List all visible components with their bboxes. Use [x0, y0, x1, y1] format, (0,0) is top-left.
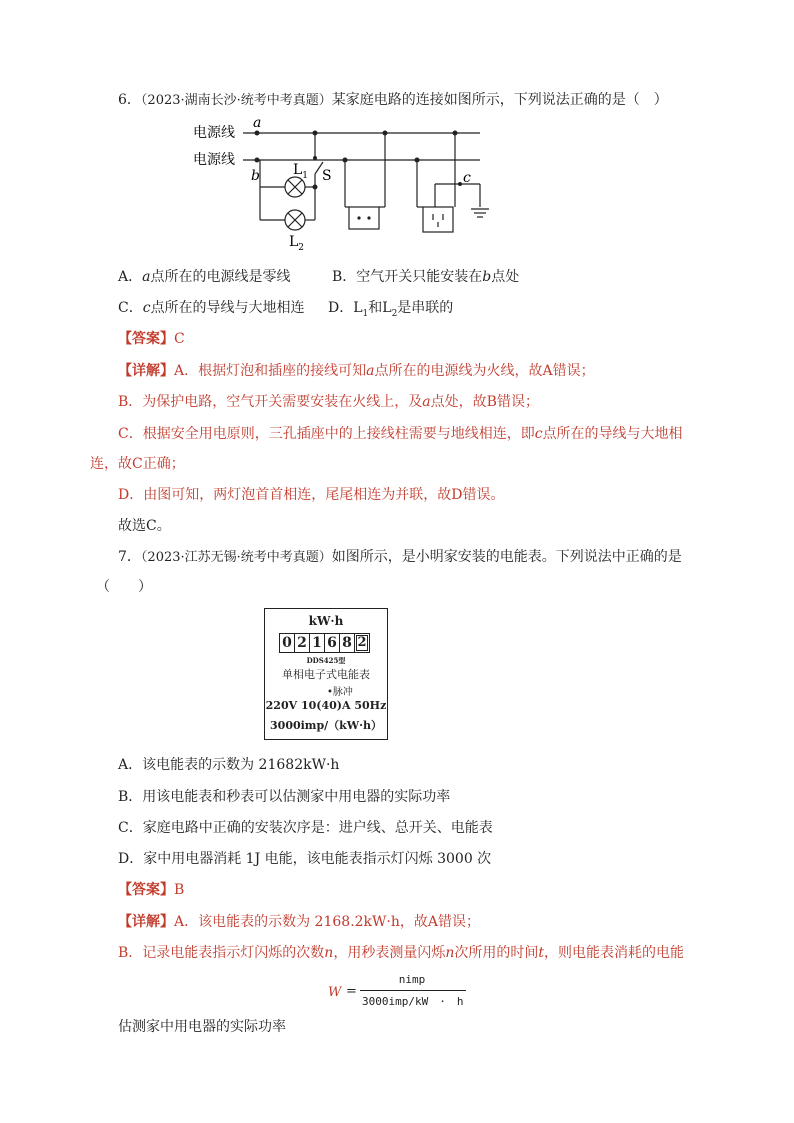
meter-digit: 2	[295, 633, 310, 653]
q6-title	[118, 91, 668, 110]
q6-option-d: D．$L_1$和$L_2$是串联的	[328, 300, 454, 319]
formula-eq: =	[346, 984, 357, 999]
label-power-line-a: 电源线	[193, 125, 235, 141]
q7-title	[118, 548, 682, 567]
label-S: S	[322, 168, 332, 184]
label-L2: $L_2$	[289, 234, 305, 252]
q7-option-b: B．用该电能表和秒表可以估测家中用电器的实际功率	[118, 789, 451, 805]
meter-digit: 0	[279, 633, 295, 653]
meter-unit: kW·h	[308, 614, 344, 628]
q6-detail-b: B．为保护电路，空气开关需要安装在火线上，及a点处，故B错误；	[118, 394, 539, 410]
meter-name: 单相电子式电能表	[282, 668, 370, 681]
q6-detail-c-cont: 连，故C正确；	[90, 456, 185, 472]
q6-option-b: B．空气开关只能安装在b点处	[332, 269, 520, 285]
q6-number: 6．	[118, 92, 141, 108]
q6-detail-d: D．由图可知，两灯泡首首相连，尾尾相连为并联，故D错误。	[118, 487, 505, 503]
q7-option-a: A．该电能表的示数为 21682kW·h	[118, 757, 340, 773]
electric-meter	[264, 608, 388, 740]
q6-answer: 【答案】C	[118, 331, 185, 347]
meter-pulse: •脉冲	[327, 687, 353, 698]
q6-detail-a: 【详解】A．根据灯泡和插座的接线可知a点所在的电源线为火线，故A错误；	[118, 363, 595, 379]
meter-digits	[279, 633, 370, 653]
meter-digit: 1	[310, 633, 325, 653]
q6-option-c: C．c点所在的导线与大地相连	[118, 300, 305, 316]
q6-stem: 某家庭电路的连接如图所示，下列说法正确的是（ ）	[331, 92, 668, 108]
label-L1: $L_1$	[293, 162, 309, 181]
formula-w: W	[328, 985, 342, 1000]
formula-den: 3000imp/kW · h	[362, 995, 464, 1008]
q7-stem-cont: （ ）	[96, 579, 152, 595]
q7-stem: 如图所示，是小明家安装的电能表。下列说法中正确的是	[331, 549, 682, 565]
meter-digit: 8	[340, 633, 355, 653]
q7-number: 7．	[118, 549, 141, 565]
meter-digit: 6	[325, 633, 340, 653]
label-b: b	[251, 168, 260, 184]
q7-option-d: D．家中用电器消耗 1J 电能，该电能表指示灯闪烁 3000 次	[118, 851, 492, 867]
q7-formula	[328, 973, 478, 1013]
formula-num: nimp	[398, 973, 426, 986]
q7-detail-b-last: 估测家中用电器的实际功率	[118, 1019, 286, 1035]
label-c: c	[463, 170, 471, 186]
q6-option-a: A．a点所在的电源线是零线	[118, 269, 291, 285]
q7-source: （2023·江苏无锡·统考中考真题）	[140, 550, 332, 565]
meter-rating: 220V 10(40)A 50Hz	[265, 699, 387, 712]
q7-answer: 【答案】B	[118, 882, 185, 898]
meter-constant: 3000imp/（kW·h）	[270, 719, 382, 732]
meter-digit-decimal: 2	[355, 633, 370, 653]
formula-fraction-bar	[360, 990, 466, 991]
q7-detail-b: B．记录电能表指示灯闪烁的次数n，用秒表测量闪烁n次所用的时间t，则电能表消耗的电能	[118, 945, 684, 961]
q7-detail-a: 【详解】A．该电能表的示数为 2168.2kW·h，故A错误；	[118, 914, 480, 930]
q6-conclusion: 故选C。	[118, 518, 171, 534]
label-power-line-b: 电源线	[193, 152, 235, 168]
q6-detail-c: C．根据安全用电原则，三孔插座中的上接线柱需要与地线相连，即c点所在的导线与大地相	[118, 426, 683, 442]
q6-circuit-diagram	[185, 112, 495, 252]
label-a: a	[253, 115, 262, 131]
meter-model: DDS425型	[306, 656, 346, 665]
q7-option-c: C．家庭电路中正确的安装次序是：进户线、总开关、电能表	[118, 820, 493, 836]
q6-source: （2023·湖南长沙·统考中考真题）	[140, 93, 332, 108]
